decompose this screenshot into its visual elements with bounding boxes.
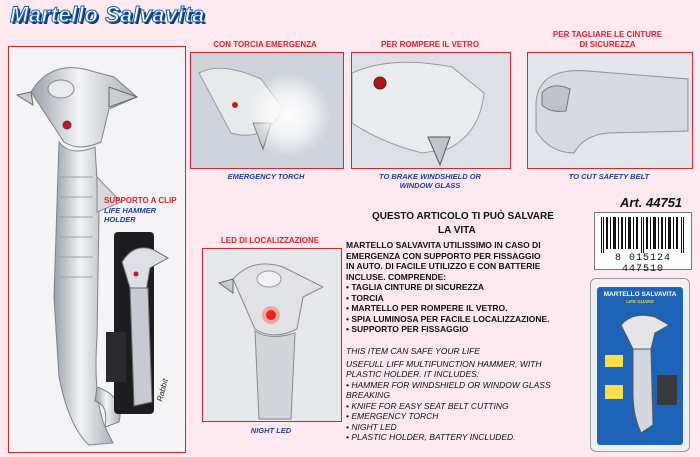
panel-led-top-label: LED DI LOCALIZZAZIONE: [220, 236, 320, 245]
clip-support-label: SUPPORTO A CLIP: [104, 196, 177, 205]
en-line: • PLASTIC HOLDER, BATTERY INCLUDED.: [346, 432, 516, 442]
holder-label: LIFE HAMMER HOLDER: [104, 206, 157, 224]
panel-glass-bottom-label-1: TO BRAKE WINDSHIELD OR: [379, 172, 481, 181]
panel-glass: [351, 52, 511, 169]
panel-torch-bottom-label: EMERGENCY TORCH: [227, 172, 305, 181]
led-hammer-image: [203, 249, 341, 421]
it-line: • SUPPORTO PER FISSAGGIO: [346, 324, 469, 334]
en-line: THIS ITEM CAN SAFE YOUR LIFE: [346, 346, 480, 356]
panel-led-bottom-label: NIGHT LED: [250, 426, 292, 435]
english-description: [346, 346, 596, 443]
barcode-number: 8 015124 447510: [614, 253, 671, 275]
en-line: PLASTIC HOLDER. IT INCLUDES:: [346, 369, 480, 379]
en-line: USEFULL LIFF MULTIFUNCTION HAMMER, WITH: [346, 358, 542, 369]
it-line: • MARTELLO PER ROMPERE IL VETRO.: [346, 303, 508, 313]
barcode-bars: [595, 217, 691, 257]
panel-led: [202, 248, 342, 422]
brand-mark: Rabbit: [155, 377, 170, 403]
en-line: • KNIFE FOR EASY SEAT BELT CUTTING: [346, 400, 509, 411]
article-number: Art. 44751: [620, 195, 683, 210]
barcode: [594, 212, 692, 275]
panel-belt: [527, 52, 693, 169]
panel-torch: [190, 52, 344, 169]
headline-line-1: QUESTO ARTICOLO TI PUÒ SALVARE: [372, 211, 554, 222]
it-line: • SPIA LUMINOSA PER FACILE LOCALIZZAZIONE.: [346, 313, 550, 324]
it-line: • TAGLIA CINTURE DI SICUREZZA: [346, 282, 485, 292]
en-line: • HAMMER FOR WINDSHIELD OR WINDOW GLASS: [346, 379, 551, 390]
belt-cutter-image: [528, 53, 692, 168]
package-blister: [590, 278, 690, 452]
package-title: MARTELLO SALVAVITA: [603, 291, 677, 298]
it-line: IN AUTO. DI FACILE UTILIZZO E CON BATTERIE: [346, 261, 541, 271]
panel-belt-top-label-1: PER TAGLIARE LE CINTURE: [552, 30, 663, 39]
package-subtitle: LIFE GUARD: [626, 299, 654, 304]
panel-belt-top-label-2: DI SICUREZZA: [579, 40, 636, 49]
en-line: • NIGHT LED: [346, 421, 397, 432]
it-line: • TORCIA: [346, 292, 384, 303]
torch-image: [191, 53, 343, 168]
package-card: [597, 287, 683, 445]
headline-line-2: LA VITA: [438, 225, 476, 236]
it-line: MARTELLO SALVAVITA UTILISSIMO IN CASO DI: [346, 240, 541, 250]
page-title: Martello Salvavita: [10, 2, 205, 27]
panel-torch-top-label: CON TORCIA EMERGENZA: [213, 40, 317, 49]
italian-description: [346, 240, 596, 335]
holder-image: [104, 222, 182, 418]
en-line: BREAKING: [346, 390, 390, 400]
en-line: • EMERGENCY TORCH: [346, 411, 439, 421]
it-line: EMERGENZA CON SUPPORTO PER FISSAGGIO: [346, 250, 541, 261]
package-hammer-image: [597, 305, 683, 445]
it-line: INCLUSE. COMPRENDE:: [346, 271, 447, 282]
panel-belt-bottom-label: TO CUT SAFETY BELT: [568, 172, 650, 181]
panel-glass-bottom-label-2: WINDOW GLASS: [399, 181, 461, 190]
glass-hammer-image: [352, 53, 510, 168]
panel-glass-top-label: PER ROMPERE IL VETRO: [380, 40, 480, 49]
